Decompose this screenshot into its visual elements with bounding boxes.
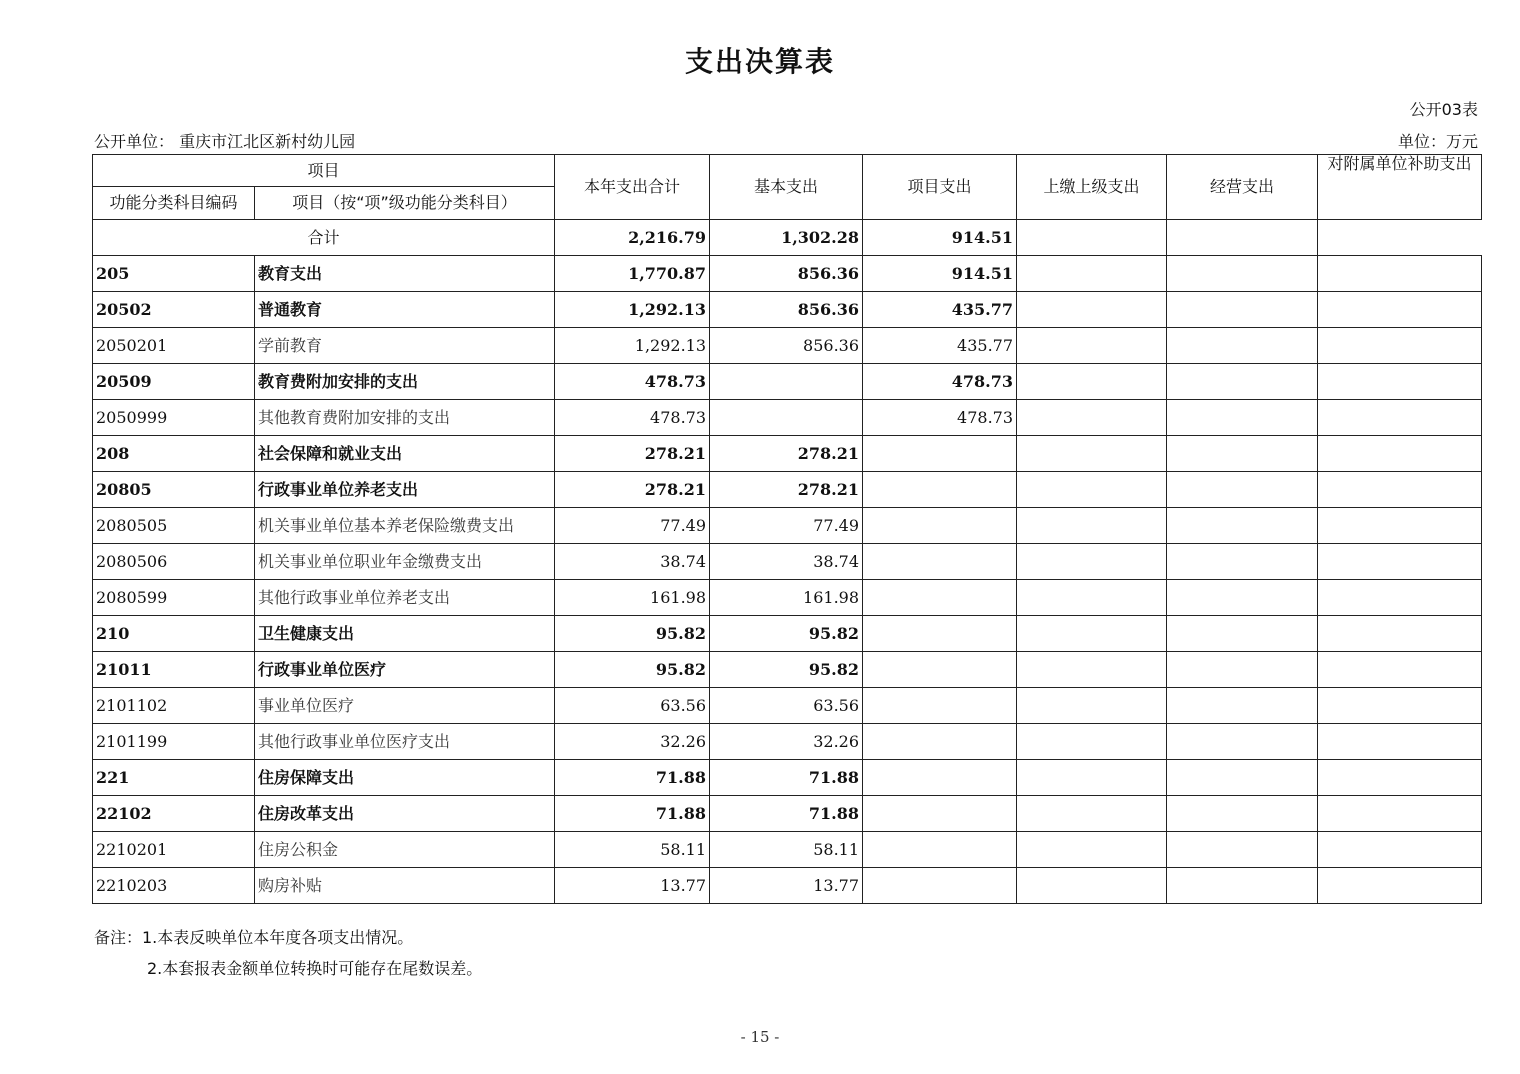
project-cell: 478.73 — [863, 400, 1017, 436]
subsidy-cell — [1318, 256, 1482, 292]
name-cell: 普通教育 — [255, 292, 555, 328]
project-cell — [863, 616, 1017, 652]
header-subsidy: 对附属单位补助支出 — [1318, 155, 1482, 220]
code-cell: 21011 — [93, 652, 255, 688]
subsidy-cell — [1318, 508, 1482, 544]
business-cell — [1167, 724, 1318, 760]
name-cell: 住房保障支出 — [255, 760, 555, 796]
upper-cell — [1017, 796, 1167, 832]
basic-cell: 71.88 — [710, 796, 863, 832]
reporting-unit: 公开单位： 重庆市江北区新村幼儿园 — [94, 132, 356, 151]
table-row — [93, 544, 1482, 580]
basic-cell — [710, 364, 863, 400]
project-cell — [863, 868, 1017, 904]
upper-cell — [1017, 832, 1167, 868]
currency-unit: 单位：万元 — [1397, 132, 1478, 151]
upper-cell — [1017, 472, 1167, 508]
project-cell — [863, 580, 1017, 616]
business-cell — [1167, 328, 1318, 364]
business-cell — [1167, 868, 1318, 904]
upper-cell — [1017, 688, 1167, 724]
table-row — [93, 436, 1482, 472]
upper-cell — [1017, 760, 1167, 796]
table-row — [93, 256, 1482, 292]
header-code: 功能分类科目编码 — [93, 187, 255, 220]
basic-cell — [710, 400, 863, 436]
code-cell: 2050999 — [93, 400, 255, 436]
upper-cell — [1017, 616, 1167, 652]
form-number: 公开03表 — [1409, 100, 1478, 119]
table-row — [93, 616, 1482, 652]
project-cell — [863, 436, 1017, 472]
code-cell: 2080505 — [93, 508, 255, 544]
basic-cell: 1,302.28 — [710, 220, 863, 256]
total-cell: 71.88 — [555, 796, 710, 832]
footnotes — [94, 922, 482, 984]
note-1: 备注：1.本表反映单位本年度各项支出情况。 — [94, 928, 414, 947]
code-cell: 2210201 — [93, 832, 255, 868]
upper-cell — [1017, 652, 1167, 688]
project-cell — [863, 832, 1017, 868]
header-project: 项目 — [93, 155, 555, 187]
total-label: 合计 — [93, 220, 555, 256]
total-cell: 95.82 — [555, 652, 710, 688]
subsidy-cell — [1318, 544, 1482, 580]
basic-cell: 161.98 — [710, 580, 863, 616]
project-cell: 914.51 — [863, 220, 1017, 256]
basic-cell: 856.36 — [710, 328, 863, 364]
name-cell: 社会保障和就业支出 — [255, 436, 555, 472]
table-row — [93, 796, 1482, 832]
code-cell: 210 — [93, 616, 255, 652]
project-cell — [863, 760, 1017, 796]
project-cell — [863, 508, 1017, 544]
upper-cell — [1017, 364, 1167, 400]
subsidy-cell — [1318, 364, 1482, 400]
header-business: 经营支出 — [1167, 155, 1318, 220]
total-row — [93, 220, 1482, 256]
total-cell: 278.21 — [555, 436, 710, 472]
upper-cell — [1017, 580, 1167, 616]
table-row — [93, 724, 1482, 760]
header-name: 项目（按“项”级功能分类科目） — [255, 187, 555, 220]
expenditure-table — [92, 154, 1482, 904]
subsidy-cell — [1318, 724, 1482, 760]
business-cell — [1167, 292, 1318, 328]
total-cell: 71.88 — [555, 760, 710, 796]
upper-cell — [1017, 544, 1167, 580]
subsidy-cell — [1318, 472, 1482, 508]
total-cell: 58.11 — [555, 832, 710, 868]
total-cell: 478.73 — [555, 400, 710, 436]
project-cell — [863, 724, 1017, 760]
total-cell: 13.77 — [555, 868, 710, 904]
total-cell: 95.82 — [555, 616, 710, 652]
table-row — [93, 364, 1482, 400]
table-row — [93, 508, 1482, 544]
subsidy-cell — [1318, 400, 1482, 436]
business-cell — [1167, 220, 1318, 256]
note-2: 2.本套报表金额单位转换时可能存在尾数误差。 — [147, 959, 483, 978]
project-cell: 914.51 — [863, 256, 1017, 292]
project-cell — [863, 544, 1017, 580]
table-row — [93, 472, 1482, 508]
basic-cell: 856.36 — [710, 256, 863, 292]
total-cell: 32.26 — [555, 724, 710, 760]
basic-cell: 58.11 — [710, 832, 863, 868]
total-cell: 1,292.13 — [555, 292, 710, 328]
upper-cell — [1017, 292, 1167, 328]
business-cell — [1167, 796, 1318, 832]
business-cell — [1167, 364, 1318, 400]
subsidy-cell — [1318, 832, 1482, 868]
business-cell — [1167, 616, 1318, 652]
project-cell: 478.73 — [863, 364, 1017, 400]
name-cell: 住房改革支出 — [255, 796, 555, 832]
code-cell: 22102 — [93, 796, 255, 832]
basic-cell: 63.56 — [710, 688, 863, 724]
subsidy-cell — [1318, 580, 1482, 616]
total-cell: 278.21 — [555, 472, 710, 508]
total-cell: 2,216.79 — [555, 220, 710, 256]
name-cell: 其他教育费附加安排的支出 — [255, 400, 555, 436]
basic-cell: 38.74 — [710, 544, 863, 580]
table-row — [93, 400, 1482, 436]
name-cell: 住房公积金 — [255, 832, 555, 868]
code-cell: 2080599 — [93, 580, 255, 616]
project-cell — [863, 652, 1017, 688]
code-cell: 221 — [93, 760, 255, 796]
basic-cell: 95.82 — [710, 616, 863, 652]
name-cell: 购房补贴 — [255, 868, 555, 904]
upper-cell — [1017, 220, 1167, 256]
project-cell: 435.77 — [863, 292, 1017, 328]
business-cell — [1167, 256, 1318, 292]
total-cell: 1,292.13 — [555, 328, 710, 364]
subsidy-cell — [1318, 652, 1482, 688]
code-cell: 205 — [93, 256, 255, 292]
page-number: - 15 - — [740, 1028, 780, 1046]
name-cell: 学前教育 — [255, 328, 555, 364]
name-cell: 机关事业单位职业年金缴费支出 — [255, 544, 555, 580]
table-row — [93, 832, 1482, 868]
table-row — [93, 868, 1482, 904]
upper-cell — [1017, 868, 1167, 904]
project-cell — [863, 796, 1017, 832]
upper-cell — [1017, 256, 1167, 292]
code-cell: 20509 — [93, 364, 255, 400]
name-cell: 卫生健康支出 — [255, 616, 555, 652]
name-cell: 教育支出 — [255, 256, 555, 292]
name-cell: 事业单位医疗 — [255, 688, 555, 724]
total-cell: 63.56 — [555, 688, 710, 724]
subsidy-cell — [1318, 796, 1482, 832]
basic-cell: 71.88 — [710, 760, 863, 796]
project-cell: 435.77 — [863, 328, 1017, 364]
subsidy-cell — [1318, 688, 1482, 724]
subsidy-cell — [1318, 328, 1482, 364]
name-cell: 行政事业单位医疗 — [255, 652, 555, 688]
upper-cell — [1017, 508, 1167, 544]
upper-cell — [1017, 328, 1167, 364]
upper-cell — [1017, 724, 1167, 760]
total-cell: 77.49 — [555, 508, 710, 544]
basic-cell: 32.26 — [710, 724, 863, 760]
code-cell: 2210203 — [93, 868, 255, 904]
business-cell — [1167, 544, 1318, 580]
table-row — [93, 688, 1482, 724]
table-row — [93, 580, 1482, 616]
name-cell: 其他行政事业单位养老支出 — [255, 580, 555, 616]
name-cell: 行政事业单位养老支出 — [255, 472, 555, 508]
header-upper-remit: 上缴上级支出 — [1017, 155, 1167, 220]
name-cell: 教育费附加安排的支出 — [255, 364, 555, 400]
basic-cell: 77.49 — [710, 508, 863, 544]
upper-cell — [1017, 436, 1167, 472]
unit-line — [94, 129, 1478, 152]
subsidy-cell — [1318, 616, 1482, 652]
business-cell — [1167, 580, 1318, 616]
table-row — [93, 292, 1482, 328]
basic-cell: 278.21 — [710, 472, 863, 508]
subsidy-cell — [1318, 436, 1482, 472]
code-cell: 20502 — [93, 292, 255, 328]
table-row — [93, 328, 1482, 364]
code-cell: 208 — [93, 436, 255, 472]
name-cell: 机关事业单位基本养老保险缴费支出 — [255, 508, 555, 544]
code-cell: 2101199 — [93, 724, 255, 760]
project-cell — [863, 688, 1017, 724]
table-row — [93, 760, 1482, 796]
basic-cell: 95.82 — [710, 652, 863, 688]
code-cell: 2101102 — [93, 688, 255, 724]
code-cell: 2050201 — [93, 328, 255, 364]
subsidy-cell — [1318, 760, 1482, 796]
upper-cell — [1017, 400, 1167, 436]
header-basic: 基本支出 — [710, 155, 863, 220]
page-title: 支出决算表 — [684, 45, 835, 78]
total-cell: 1,770.87 — [555, 256, 710, 292]
business-cell — [1167, 508, 1318, 544]
business-cell — [1167, 832, 1318, 868]
total-cell: 161.98 — [555, 580, 710, 616]
business-cell — [1167, 652, 1318, 688]
project-cell — [863, 472, 1017, 508]
business-cell — [1167, 472, 1318, 508]
basic-cell: 13.77 — [710, 868, 863, 904]
header-total: 本年支出合计 — [555, 155, 710, 220]
header-project-expense: 项目支出 — [863, 155, 1017, 220]
subsidy-cell — [1318, 292, 1482, 328]
table-row — [93, 652, 1482, 688]
code-cell: 20805 — [93, 472, 255, 508]
business-cell — [1167, 760, 1318, 796]
subsidy-cell — [1318, 868, 1482, 904]
total-cell: 38.74 — [555, 544, 710, 580]
business-cell — [1167, 400, 1318, 436]
basic-cell: 856.36 — [710, 292, 863, 328]
business-cell — [1167, 436, 1318, 472]
total-cell: 478.73 — [555, 364, 710, 400]
name-cell: 其他行政事业单位医疗支出 — [255, 724, 555, 760]
basic-cell: 278.21 — [710, 436, 863, 472]
code-cell: 2080506 — [93, 544, 255, 580]
business-cell — [1167, 688, 1318, 724]
